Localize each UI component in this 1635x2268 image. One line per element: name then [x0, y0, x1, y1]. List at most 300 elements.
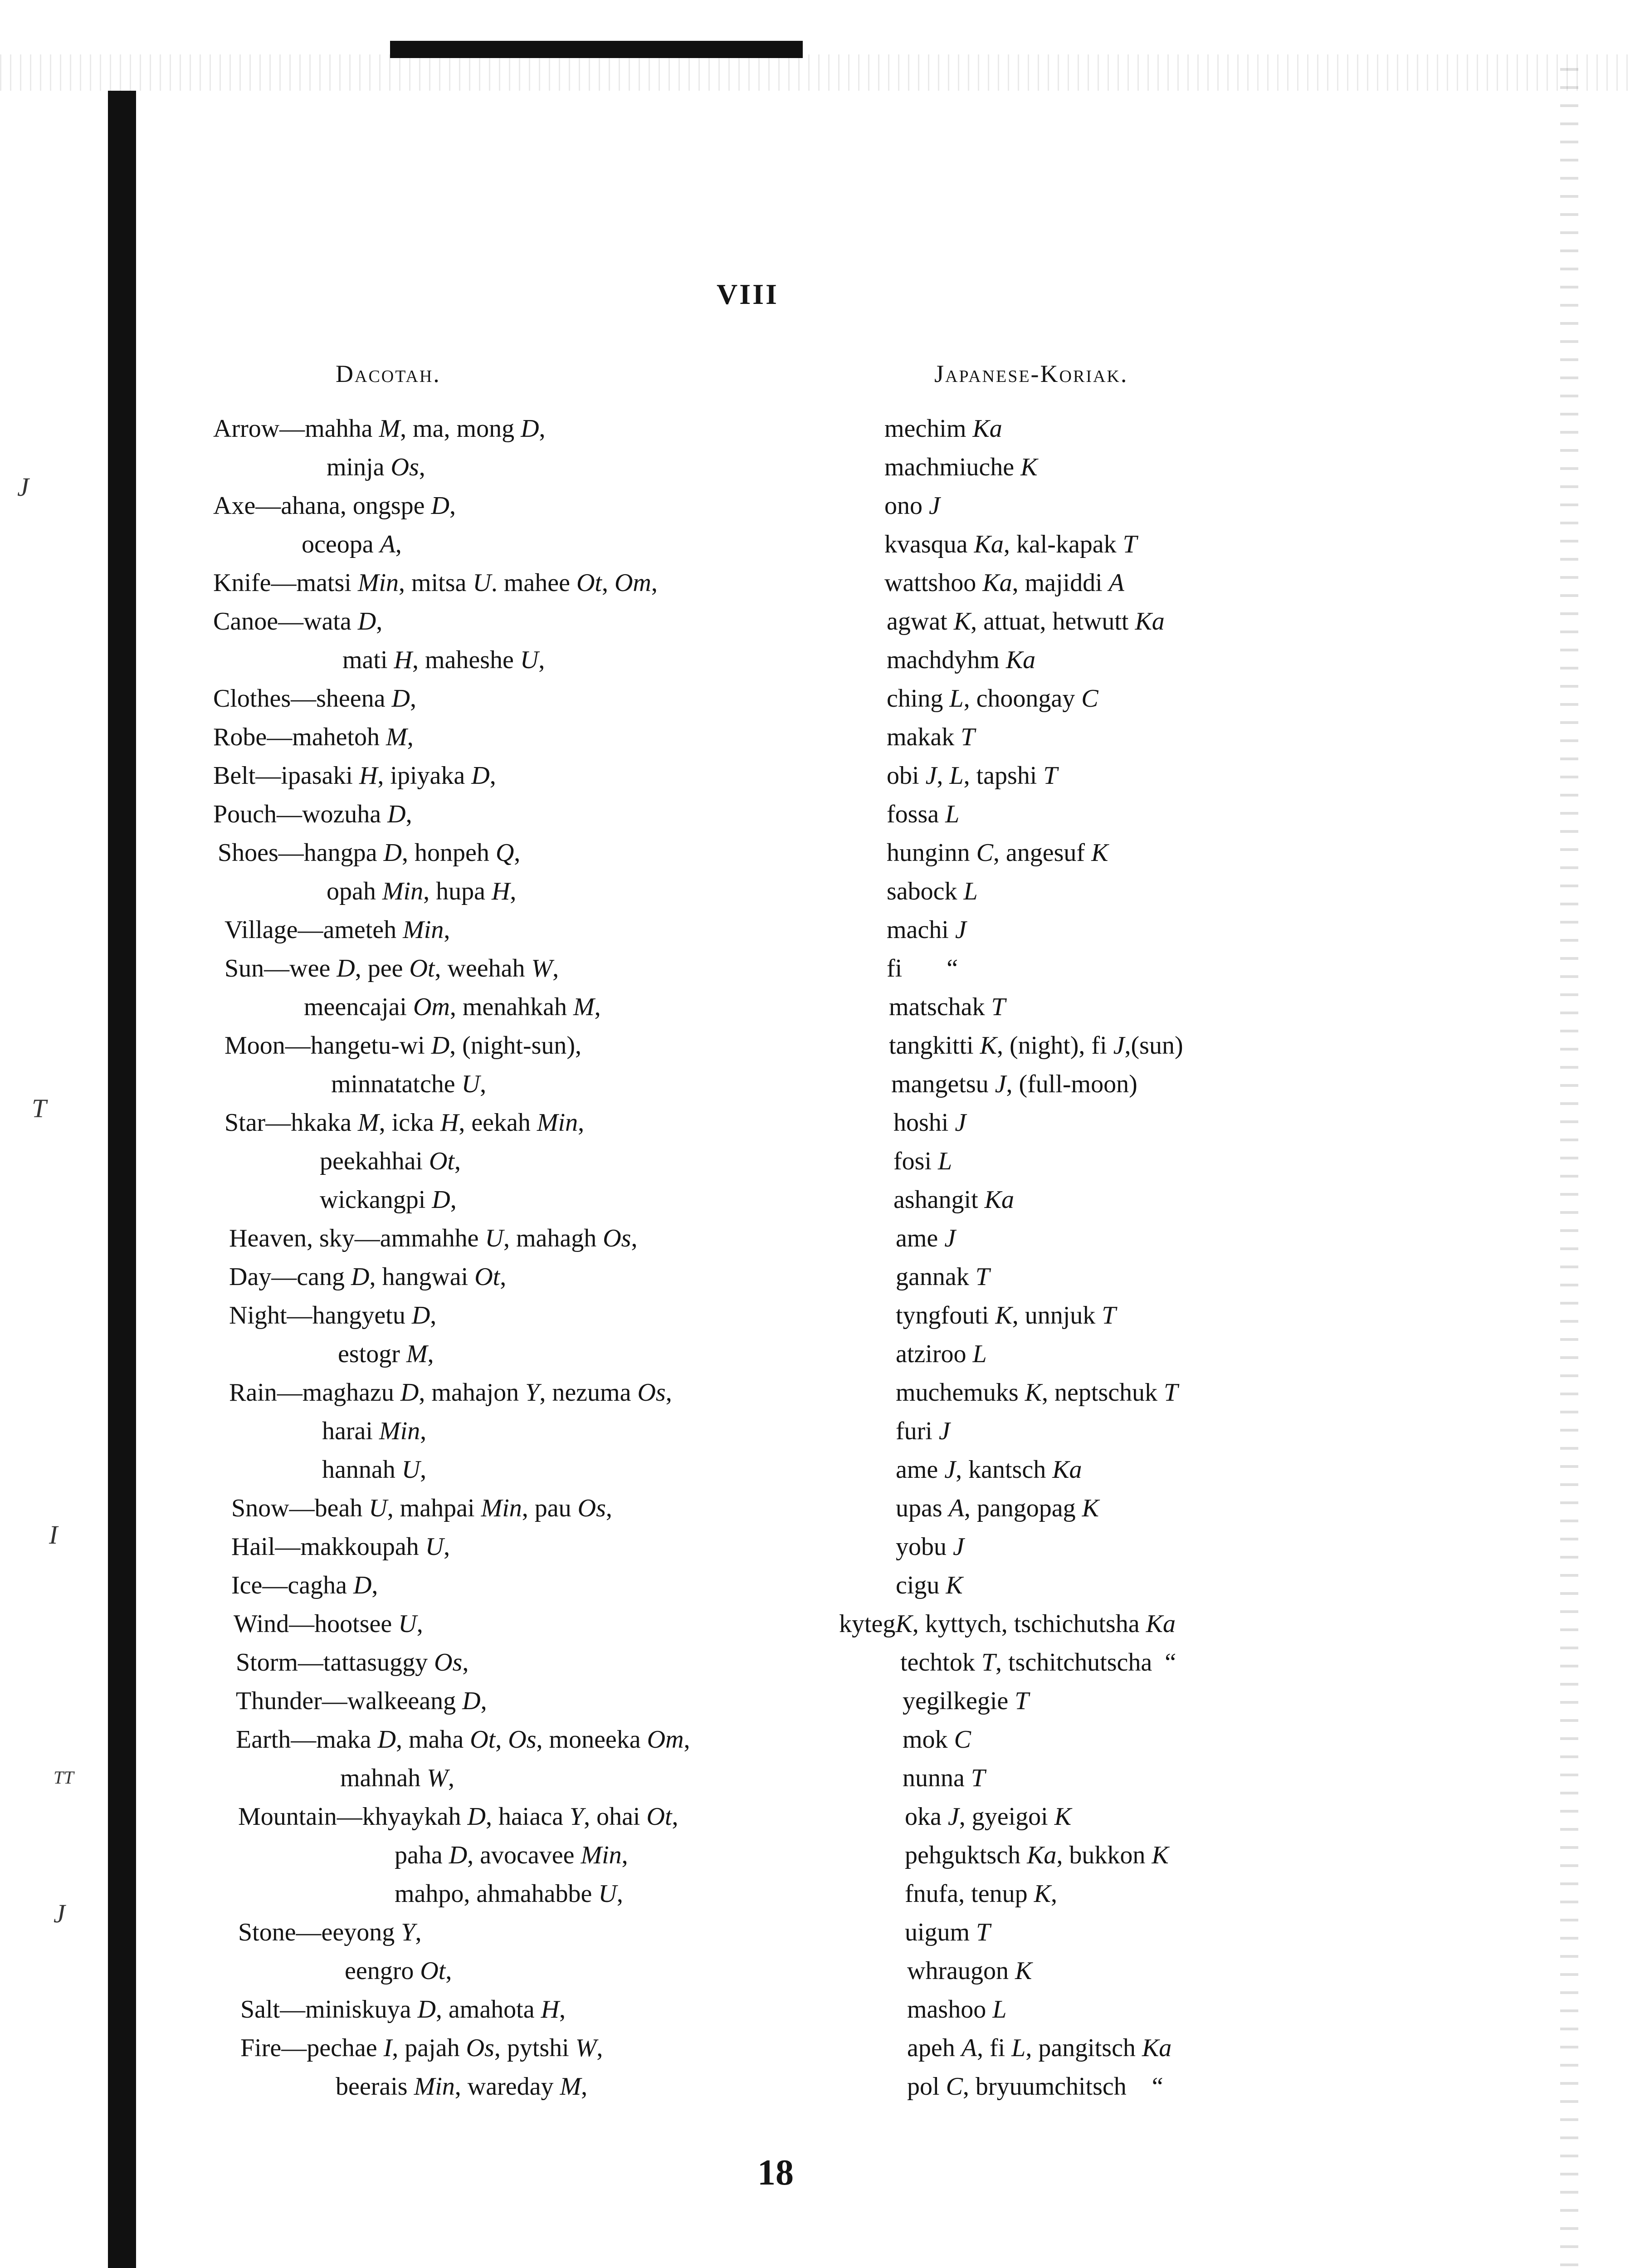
entry-text: , maheshe [412, 646, 520, 674]
dacotah-entry-line [213, 798, 412, 830]
source-abbreviation: J [995, 1070, 1006, 1098]
japanese-koriak-entry-line [893, 1184, 1014, 1216]
source-abbreviation: K [895, 1610, 913, 1638]
dacotah-entry-line [322, 1415, 426, 1447]
source-abbreviation: Ka [982, 569, 1012, 597]
entry-text: , mahpai [387, 1494, 481, 1522]
source-abbreviation: Min [414, 2072, 455, 2101]
japanese-koriak-entry-line [893, 1145, 952, 1177]
dacotah-entry-line [320, 1184, 457, 1216]
entry-text: meencajai [304, 993, 413, 1021]
entry-text: oka [905, 1803, 948, 1831]
entry-text: , hupa [423, 877, 492, 905]
source-abbreviation: J [929, 492, 940, 520]
source-abbreviation: T [971, 1764, 986, 1792]
entry-text: techtok [900, 1648, 981, 1677]
source-abbreviation: J [953, 1533, 964, 1561]
entry-text: Belt—ipasaki [213, 762, 359, 790]
entry-text: whraugon [907, 1957, 1015, 1985]
entry-text: sabock [887, 877, 964, 905]
entry-text: ching [887, 684, 950, 713]
japanese-koriak-entry-line [903, 1724, 971, 1755]
entry-text: , [480, 1687, 487, 1715]
entry-text: , [937, 762, 950, 790]
entry-text: , angesuf [993, 839, 1092, 867]
entry-text: Heaven, sky—ammahhe [229, 1224, 485, 1252]
source-abbreviation: C [976, 839, 993, 867]
source-abbreviation: Ot [474, 1263, 500, 1291]
source-abbreviation: L [992, 1995, 1007, 2024]
source-abbreviation: U [398, 1610, 417, 1638]
entry-text: machi [887, 916, 955, 944]
entry-text: , [420, 1456, 427, 1484]
source-abbreviation: M [573, 993, 595, 1021]
dacotah-entry-line [231, 1569, 378, 1601]
entry-text: mok [903, 1725, 954, 1754]
entry-text: Storm—tattasuggy [236, 1648, 434, 1677]
entry-text: , mahajon [419, 1378, 526, 1407]
source-abbreviation: Q [495, 839, 514, 867]
entry-text: , mahagh [503, 1224, 603, 1252]
source-abbreviation: J [947, 1803, 959, 1831]
entry-text: , [395, 530, 402, 558]
entry-text: , [651, 569, 658, 597]
entry-text: , gyeigoi [959, 1803, 1054, 1831]
entry-text: Moon—hangetu-wi [225, 1031, 431, 1060]
entry-text: , bryuumchitsch “ [962, 2072, 1163, 2101]
source-abbreviation: Ka [1135, 607, 1165, 635]
entry-text: Fire—pechae [240, 2034, 384, 2062]
entry-text: fnufa, tenup [905, 1880, 1034, 1908]
source-abbreviation: D [467, 1803, 486, 1831]
entry-text: , [376, 607, 383, 635]
source-abbreviation: D [431, 1031, 450, 1060]
dacotah-entry-line [229, 1377, 672, 1408]
entry-text: , unnjuk [1012, 1301, 1102, 1330]
entry-text: , [489, 762, 496, 790]
entry-text: , [427, 1340, 434, 1368]
source-abbreviation: Y [525, 1378, 540, 1407]
dacotah-entry-line [327, 451, 425, 483]
entry-text: , [416, 1610, 423, 1638]
dacotah-entry-line [231, 1531, 450, 1563]
entry-text: Clothes—sheena [213, 684, 392, 713]
source-abbreviation: C [1081, 684, 1098, 713]
japanese-koriak-entry-line [896, 1222, 956, 1254]
source-abbreviation: D [449, 1841, 468, 1869]
dacotah-entry-line [327, 875, 516, 907]
source-abbreviation: W [575, 2034, 597, 2062]
source-abbreviation: K [1025, 1378, 1042, 1407]
source-abbreviation: D [471, 762, 490, 790]
entry-text: , [596, 2034, 603, 2062]
source-abbreviation: Ot [646, 1803, 672, 1831]
source-abbreviation: Min [403, 916, 444, 944]
entry-text: , [495, 1725, 508, 1754]
japanese-koriak-entry-line [896, 1300, 1116, 1331]
entry-text: Shoes—hangpa [218, 839, 384, 867]
entry-text: , [444, 1533, 450, 1561]
source-abbreviation: D [337, 954, 355, 982]
japanese-koriak-entry-line [900, 1647, 1176, 1678]
entry-text: tyngfouti [896, 1301, 996, 1330]
entry-text: ,(sun) [1124, 1031, 1183, 1060]
entry-text: , [415, 1918, 422, 1946]
entry-text: opah [327, 877, 382, 905]
source-abbreviation: Os [466, 2034, 494, 2062]
source-abbreviation: U [401, 1456, 420, 1484]
entry-text: , [621, 1841, 628, 1869]
source-abbreviation: Os [603, 1224, 631, 1252]
source-abbreviation: U [473, 569, 491, 597]
dacotah-entry-line [320, 1145, 461, 1177]
left-column-heading: Dacotah. [336, 360, 441, 387]
entry-text: cigu [896, 1571, 946, 1599]
source-abbreviation: H [359, 762, 378, 790]
entry-text: , [450, 1186, 457, 1214]
entry-text: minja [327, 453, 391, 481]
source-abbreviation: K [1020, 453, 1038, 481]
entry-text: , [449, 492, 456, 520]
entry-text: , [665, 1378, 672, 1407]
entry-text: minnatatche [331, 1070, 462, 1098]
japanese-koriak-entry-line [896, 1261, 990, 1293]
source-abbreviation: U [369, 1494, 387, 1522]
dacotah-entry-line [213, 683, 416, 714]
dacotah-entry-line [213, 567, 658, 599]
japanese-koriak-entry-line [889, 1030, 1183, 1061]
entry-text: , (night), fi [997, 1031, 1113, 1060]
source-abbreviation: K [1152, 1841, 1169, 1869]
entry-text: mahnah [340, 1764, 427, 1792]
margin-mark: T [32, 1094, 47, 1123]
japanese-koriak-entry-line [884, 413, 1002, 445]
entry-text: , tschitchutscha “ [995, 1648, 1176, 1677]
source-abbreviation: D [462, 1687, 481, 1715]
source-abbreviation: M [406, 1340, 428, 1368]
japanese-koriak-entry-line [887, 644, 1035, 676]
japanese-koriak-entry-line [887, 606, 1165, 637]
entry-text: beerais [336, 2072, 414, 2101]
binding-edge-bar [108, 91, 136, 2268]
japanese-koriak-entry-line [896, 1415, 950, 1447]
entry-text: , [420, 1417, 427, 1445]
source-abbreviation: K [1015, 1957, 1032, 1985]
source-abbreviation: Min [481, 1494, 522, 1522]
dacotah-entry-line [302, 528, 402, 560]
entry-text: ono [884, 492, 929, 520]
entry-text: ame [896, 1456, 945, 1484]
entry-text: , pangitsch [1025, 2034, 1142, 2062]
dacotah-entry-line [213, 413, 546, 445]
source-abbreviation: K [1054, 1803, 1072, 1831]
source-abbreviation: L [949, 762, 964, 790]
entry-text: hunginn [887, 839, 976, 867]
source-abbreviation: Min [357, 569, 399, 597]
entry-text: , icka [379, 1109, 440, 1137]
japanese-koriak-entry-line [907, 2071, 1163, 2102]
dacotah-entry-line [345, 1955, 452, 1987]
entry-text: , [683, 1725, 690, 1754]
entry-text: , bukkon [1056, 1841, 1152, 1869]
dacotah-entry-line [229, 1300, 436, 1331]
source-abbreviation: I [383, 2034, 392, 2062]
entry-text: , mitsa [399, 569, 473, 597]
entry-text: , [538, 646, 545, 674]
source-abbreviation: U [461, 1070, 480, 1098]
japanese-koriak-entry-line [896, 1338, 987, 1370]
source-abbreviation: Min [382, 877, 424, 905]
entry-text: mechim [884, 415, 973, 443]
entry-text: Snow—beah [231, 1494, 369, 1522]
japanese-koriak-entry-line [907, 1955, 1032, 1987]
japanese-koriak-entry-line [887, 798, 959, 830]
entry-text: Stone—eeyong [238, 1918, 401, 1946]
source-abbreviation: Ka [1005, 646, 1036, 674]
dacotah-entry-line [229, 1222, 637, 1254]
dacotah-entry-line [231, 1492, 612, 1524]
source-abbreviation: D [377, 1725, 396, 1754]
source-abbreviation: K [946, 1571, 963, 1599]
entry-text: , attuat, hetwutt [971, 607, 1135, 635]
entry-text: Hail—makkoupah [231, 1533, 425, 1561]
entry-text: , [581, 2072, 588, 2101]
japanese-koriak-entry-line [905, 1839, 1169, 1871]
source-abbreviation: T [1015, 1687, 1029, 1715]
source-abbreviation: Y [569, 1803, 584, 1831]
source-abbreviation: Ka [974, 530, 1004, 558]
japanese-koriak-entry-line [884, 490, 940, 522]
entry-text: , neptschuk [1041, 1378, 1164, 1407]
source-abbreviation: D [431, 492, 449, 520]
entry-text: , [444, 916, 450, 944]
entry-text: Wind—hootsee [234, 1610, 399, 1638]
entry-text: , menahkah [449, 993, 573, 1021]
source-abbreviation: Os [434, 1648, 463, 1677]
source-abbreviation: U [598, 1880, 617, 1908]
source-abbreviation: L [963, 877, 978, 905]
source-abbreviation: Ot [429, 1147, 454, 1175]
entry-text: , (night-sun), [449, 1031, 582, 1060]
source-abbreviation: A [1108, 569, 1124, 597]
source-abbreviation: Os [390, 453, 419, 481]
source-abbreviation: D [400, 1378, 419, 1407]
japanese-koriak-entry-line [896, 1492, 1099, 1524]
dacotah-entry-line [322, 1454, 426, 1486]
source-abbreviation: Ka [972, 415, 1002, 443]
entry-text: kyteg [839, 1610, 896, 1638]
source-abbreviation: J [944, 1456, 956, 1484]
entry-text: , pytshi [494, 2034, 576, 2062]
source-abbreviation: U [485, 1224, 503, 1252]
entry-text: , [430, 1301, 437, 1330]
japanese-koriak-entry-line [896, 1454, 1082, 1486]
entry-text: , [605, 1494, 612, 1522]
source-abbreviation: L [1011, 2034, 1026, 2062]
entry-text: estogr [338, 1340, 406, 1368]
entry-text: , [601, 569, 615, 597]
entry-text: harai [322, 1417, 379, 1445]
dacotah-entry-line [213, 490, 456, 522]
source-abbreviation: T [976, 1918, 991, 1946]
entry-text: Rain—maghazu [229, 1378, 400, 1407]
source-abbreviation: M [357, 1109, 379, 1137]
entry-text: yegilkegie [903, 1687, 1015, 1715]
entry-text: , avocavee [467, 1841, 581, 1869]
japanese-koriak-entry-line [896, 1569, 963, 1601]
entry-text: , [462, 1648, 469, 1677]
source-abbreviation: K [980, 1031, 997, 1060]
entry-text: , [480, 1070, 487, 1098]
dacotah-entry-line [213, 606, 382, 637]
entry-text: , ohai [584, 1803, 647, 1831]
japanese-koriak-entry-line [903, 1762, 985, 1794]
source-abbreviation: Min [379, 1417, 420, 1445]
dacotah-entry-line [340, 1762, 454, 1794]
entry-text: , amahota [435, 1995, 541, 2024]
scan-noise-top [0, 54, 1635, 91]
entry-text: , [578, 1109, 585, 1137]
japanese-koriak-entry-line [884, 567, 1124, 599]
japanese-koriak-entry-line [887, 953, 958, 984]
entry-text: , [672, 1803, 678, 1831]
entry-text: , honpeh [401, 839, 496, 867]
source-abbreviation: A [961, 2034, 977, 2062]
dacotah-entry-line [336, 2071, 587, 2102]
japanese-koriak-entry-line [905, 1878, 1057, 1910]
source-abbreviation: L [972, 1340, 987, 1368]
entry-text: peekahhai [320, 1147, 429, 1175]
entry-text: , haiaca [485, 1803, 570, 1831]
entry-text: , [371, 1571, 378, 1599]
dacotah-entry-line [225, 914, 450, 946]
source-abbreviation: Os [577, 1494, 606, 1522]
source-abbreviation: J [925, 762, 937, 790]
source-abbreviation: D [417, 1995, 436, 2024]
source-abbreviation: Y [401, 1918, 415, 1946]
source-abbreviation: T [1043, 762, 1058, 790]
japanese-koriak-entry-line [839, 1608, 1176, 1640]
source-abbreviation: Om [413, 993, 450, 1021]
entry-text: Axe—ahana, ongspe [213, 492, 431, 520]
dacotah-entry-line [213, 760, 496, 792]
entry-text: , pau [522, 1494, 578, 1522]
source-abbreviation: L [945, 800, 960, 828]
source-abbreviation: J [944, 1224, 956, 1252]
dacotah-entry-line [236, 1647, 469, 1678]
source-abbreviation: Os [637, 1378, 666, 1407]
source-abbreviation: Ot [576, 569, 602, 597]
entry-text: , [631, 1224, 638, 1252]
source-abbreviation: Om [647, 1725, 684, 1754]
entry-text: mashoo [907, 1995, 993, 2024]
entry-text: , kyttych, tschichutsha [912, 1610, 1146, 1638]
entry-text: , [445, 1957, 452, 1985]
entry-text: , eekah [459, 1109, 537, 1137]
entry-text: mangetsu [891, 1070, 995, 1098]
source-abbreviation: D [383, 839, 402, 867]
entry-text: , [448, 1764, 454, 1792]
entry-text: , [594, 993, 601, 1021]
source-abbreviation: Ka [1146, 1610, 1176, 1638]
entry-text: kvasqua [884, 530, 974, 558]
source-abbreviation: D [351, 1263, 370, 1291]
dacotah-entry-line [342, 644, 545, 676]
entry-text: , ipiyaka [377, 762, 472, 790]
entry-text: , kal-kapak [1003, 530, 1123, 558]
entry-text: . mahee [491, 569, 576, 597]
source-abbreviation: L [938, 1147, 952, 1175]
entry-text: , moneeka [536, 1725, 647, 1754]
japanese-koriak-entry-line [887, 914, 966, 946]
entry-text: wattshoo [884, 569, 983, 597]
entry-text: , weehah [434, 954, 532, 982]
dacotah-entry-line [238, 1801, 678, 1833]
entry-text: , [500, 1263, 507, 1291]
japanese-koriak-entry-line [887, 837, 1108, 869]
entry-text: , [559, 1995, 566, 2024]
entry-text: uigum [905, 1918, 976, 1946]
entry-text: mahpo, ahmahabbe [395, 1880, 599, 1908]
entry-text: hannah [322, 1456, 402, 1484]
source-abbreviation: D [411, 1301, 430, 1330]
dacotah-entry-line [218, 837, 520, 869]
entry-text: , tapshi [963, 762, 1044, 790]
entry-text: fosi [893, 1147, 938, 1175]
source-abbreviation: K [1034, 1880, 1051, 1908]
entry-text: paha [395, 1841, 449, 1869]
source-abbreviation: U [520, 646, 539, 674]
entry-text: , [407, 723, 414, 751]
page-number: 18 [757, 2153, 794, 2193]
source-abbreviation: T [1123, 530, 1137, 558]
entry-text: pol [907, 2072, 946, 2101]
source-abbreviation: D [387, 800, 406, 828]
entry-text: Pouch—wozuha [213, 800, 388, 828]
entry-text: pehguktsch [905, 1841, 1027, 1869]
entry-text: , choongay [963, 684, 1082, 713]
source-abbreviation: J [955, 1109, 966, 1137]
entry-text: furi [896, 1417, 939, 1445]
japanese-koriak-entry-line [884, 528, 1137, 560]
source-abbreviation: H [541, 1995, 560, 2024]
source-abbreviation: T [981, 1648, 996, 1677]
entry-text: tangkitti [889, 1031, 980, 1060]
entry-text: , (full-moon) [1006, 1070, 1137, 1098]
dacotah-entry-line [213, 721, 414, 753]
dacotah-entry-line [395, 1839, 628, 1871]
entry-text: Robe—mahetoh [213, 723, 386, 751]
source-abbreviation: D [357, 607, 376, 635]
entry-text: , pee [355, 954, 410, 982]
entry-text: matschak [889, 993, 991, 1021]
entry-text: hoshi [893, 1109, 955, 1137]
source-abbreviation: T [991, 993, 1005, 1021]
source-abbreviation: Om [614, 569, 651, 597]
source-abbreviation: Ka [1052, 1456, 1082, 1484]
source-abbreviation: Min [581, 1841, 622, 1869]
entry-text: machmiuche [884, 453, 1021, 481]
dacotah-entry-line [331, 1068, 486, 1100]
source-abbreviation: T [1164, 1378, 1178, 1407]
entry-text: wickangpi [320, 1186, 432, 1214]
source-abbreviation: M [379, 415, 400, 443]
dacotah-entry-line [234, 1608, 423, 1640]
entry-text: oceopa [302, 530, 380, 558]
entry-text: , [539, 415, 546, 443]
source-abbreviation: L [949, 684, 964, 713]
japanese-koriak-entry-line [889, 991, 1005, 1023]
